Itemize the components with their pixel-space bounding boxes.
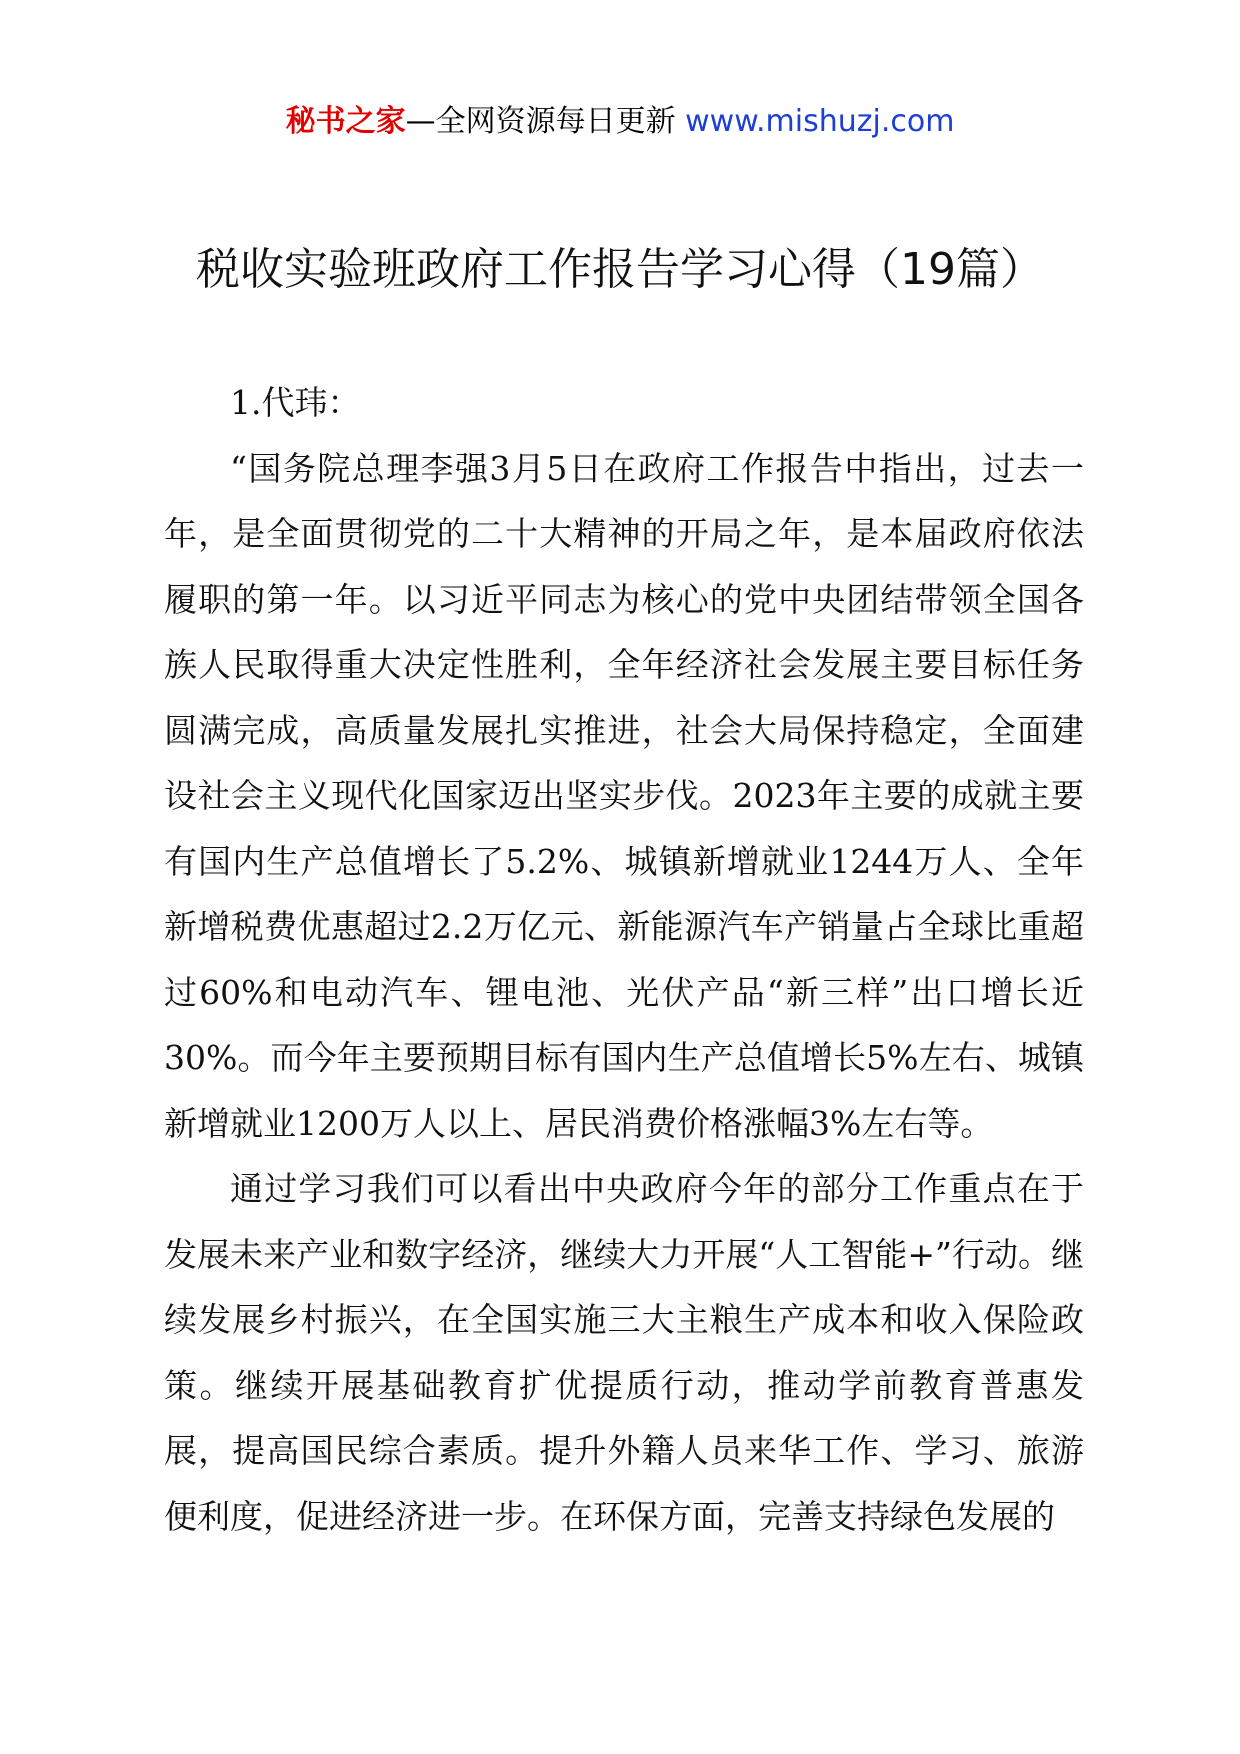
brand-name: 秘书之家 xyxy=(285,104,406,139)
site-header xyxy=(0,100,1240,144)
site-url[interactable]: www.mishuzj.com xyxy=(685,104,955,139)
header-slogan: —全网资源每日更新 xyxy=(405,104,686,139)
author-heading: 1.代玮： xyxy=(230,383,361,422)
body-paragraph: 通过学习我们可以看出中央政府今年的部分工作重点在于发展未来产业和数字经济，继续大力开展“人工智能+”行动。继续发展乡村振兴，在全国实施三大主粮生产成本和收入保险政策。继续开展基础教育扩优提质行动，推动学前教育普惠发展，提高国民综合素质。提升外籍人员来华工作、学习、旅游便利度，促进经济进一步。在环保方面，完善支持绿色发展的 xyxy=(164,1169,1084,1536)
document-title: 税收实验班政府工作报告学习心得（19篇） xyxy=(196,244,1044,295)
document-body xyxy=(164,370,1084,1549)
body-paragraph: “国务院总理李强3月5日在政府工作报告中指出，过去一年，是全面贯彻党的二十大精神的开局之年，是本届政府依法履职的第一年。以习近平同志为核心的党中央团结带领全国各族人民取得重大决定性胜利，全年经济社会发展主要目标任务圆满完成，高质量发展扎实推进，社会大局保持稳定，全面建设社会主义现代化国家迈出坚实步伐。2023年主要的成就主要有国内生产总值增长了5.2%、城镇新增就业1244万人、全年新增税费优惠超过2.2万亿元、新能源汽车产销量占全球比重超过60%和电动汽车、锂电池、光伏产品“新三样”出口增长近30%。而今年主要预期目标有国内生产总值增长5%左右、城镇新增就业1200万人以上、居民消费价格涨幅3%左右等。 xyxy=(164,448,1084,1143)
